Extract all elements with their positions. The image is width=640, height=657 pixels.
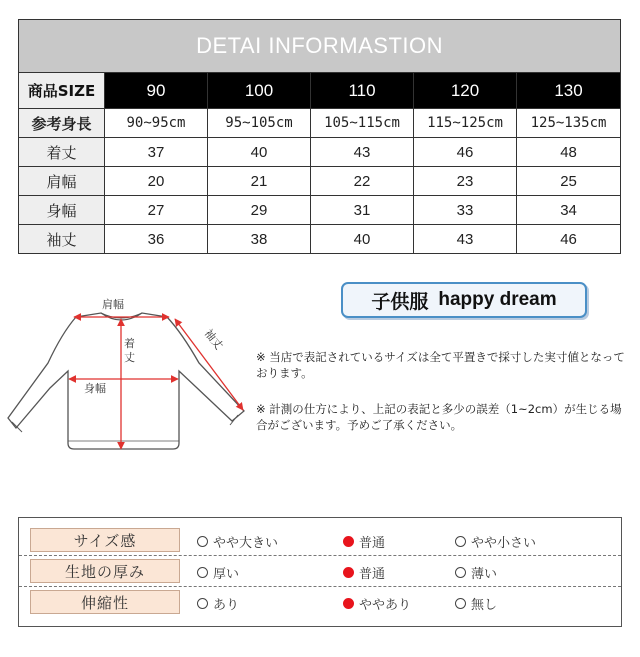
sleeve-label: 袖丈 (201, 326, 226, 353)
measure-row-shoulder (19, 167, 621, 196)
feel-option-text: ややあり (359, 598, 412, 613)
height-cell: 90~95cm (105, 109, 208, 138)
brand-badge (341, 282, 587, 318)
brand-name: 子供服 (371, 290, 429, 313)
height-cell: 105~115cm (311, 109, 414, 138)
feel-label: 生地の厚み (30, 559, 180, 583)
circle-mark-icon (455, 567, 466, 578)
size-cell: 120 (414, 73, 517, 109)
measure-cell: 40 (208, 138, 311, 167)
feel-option-text: 普通 (359, 567, 386, 582)
feel-row-thickness (19, 557, 621, 587)
measure-cell: 48 (517, 138, 621, 167)
measure-cell: 43 (414, 225, 517, 254)
height-row-label: 参考身長 (19, 109, 105, 138)
tolerance-note: ※ 計測の仕方により、上記の表記と多少の誤差（1~2cm）が生じる場合がございます。予めご了承ください。 (256, 402, 622, 432)
filled-circle-mark-icon (343, 598, 354, 609)
brand-subname: happy dream (438, 289, 557, 310)
measure-cell: 20 (105, 167, 208, 196)
size-cell: 130 (517, 73, 621, 109)
feel-row-size (19, 526, 621, 556)
feel-label: サイズ感 (30, 528, 180, 552)
garment-measurement-diagram (4, 293, 254, 468)
circle-mark-icon (197, 567, 208, 578)
measure-cell: 23 (414, 167, 517, 196)
measure-cell: 46 (414, 138, 517, 167)
feel-row-stretch (19, 588, 621, 618)
measure-row-label: 着丈 (19, 138, 105, 167)
measure-row-label: 肩幅 (19, 167, 105, 196)
size-cell: 100 (208, 73, 311, 109)
size-row (19, 73, 621, 109)
filled-circle-mark-icon (343, 536, 354, 547)
feel-option (197, 594, 239, 613)
measure-cell: 34 (517, 196, 621, 225)
feel-option-selected (343, 563, 385, 582)
measure-cell: 25 (517, 167, 621, 196)
feel-option-text: 厚い (213, 567, 240, 582)
size-cell: 110 (311, 73, 414, 109)
size-cell: 90 (105, 73, 208, 109)
measure-cell: 33 (414, 196, 517, 225)
feel-option (197, 563, 239, 582)
measure-row-chest (19, 196, 621, 225)
measurement-note: ※ 当店で表記されているサイズは全て平置きで採寸した実寸値となっております。 (256, 350, 625, 380)
feel-option-text: やや小さい (471, 536, 537, 551)
length-label: 着 丈 (124, 337, 135, 364)
circle-mark-icon (197, 598, 208, 609)
height-row (19, 109, 621, 138)
measure-row-sleeve (19, 225, 621, 254)
feel-option (455, 594, 497, 613)
measure-cell: 31 (311, 196, 414, 225)
circle-mark-icon (455, 598, 466, 609)
chest-label: 身幅 (84, 382, 106, 395)
feel-option (455, 563, 497, 582)
feel-option-text: やや大きい (213, 536, 279, 551)
measure-cell: 36 (105, 225, 208, 254)
measure-cell: 29 (208, 196, 311, 225)
feel-option-selected (343, 532, 385, 551)
measure-cell: 27 (105, 196, 208, 225)
measure-row-label: 身幅 (19, 196, 105, 225)
measure-row-label: 袖丈 (19, 225, 105, 254)
feel-option (197, 532, 278, 551)
measure-row-length (19, 138, 621, 167)
table-title-row (19, 20, 621, 73)
shoulder-label: 肩幅 (102, 298, 124, 311)
feel-option-selected (343, 594, 411, 613)
height-cell: 95~105cm (208, 109, 311, 138)
size-row-label: 商品SIZE (19, 73, 105, 109)
measure-cell: 22 (311, 167, 414, 196)
feel-option-text: 薄い (471, 567, 498, 582)
circle-mark-icon (455, 536, 466, 547)
filled-circle-mark-icon (343, 567, 354, 578)
feel-option-text: 無し (471, 598, 498, 613)
height-cell: 125~135cm (517, 109, 621, 138)
circle-mark-icon (197, 536, 208, 547)
fabric-feel-table (18, 517, 622, 627)
measure-cell: 46 (517, 225, 621, 254)
measure-cell: 37 (105, 138, 208, 167)
feel-option (455, 532, 536, 551)
measure-cell: 40 (311, 225, 414, 254)
size-table (18, 19, 621, 254)
feel-option-text: 普通 (359, 536, 386, 551)
table-title: DETAI INFORMASTION (19, 20, 621, 73)
feel-option-text: あり (213, 598, 240, 613)
measure-cell: 38 (208, 225, 311, 254)
height-cell: 115~125cm (414, 109, 517, 138)
feel-label: 伸縮性 (30, 590, 180, 614)
measure-cell: 21 (208, 167, 311, 196)
measure-cell: 43 (311, 138, 414, 167)
